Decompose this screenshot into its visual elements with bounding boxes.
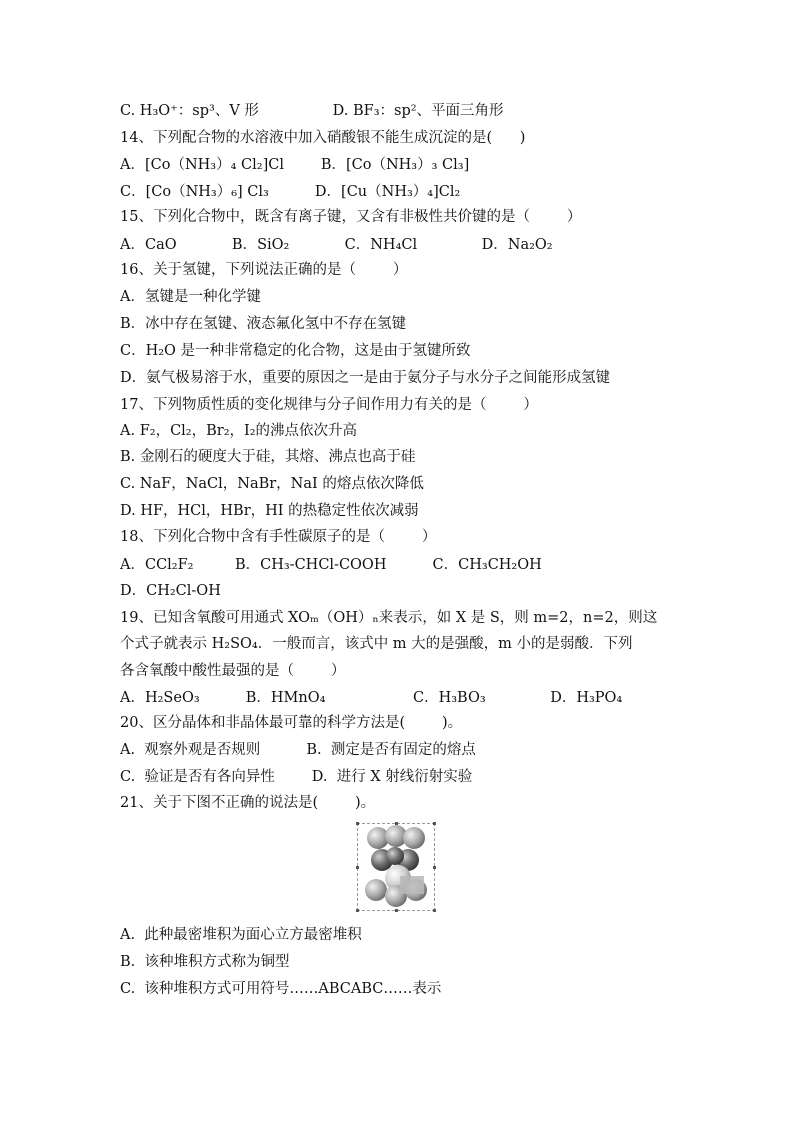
option-line: A．氢键是一种化学键 <box>120 289 261 305</box>
question-16: 16、关于氢键，下列说法正确的是（ ） <box>120 262 408 278</box>
question-19: 19、已知含氧酸可用通式 XOₘ（OH）ₙ来表示，如 X 是 S，则 m=2，n=2，则这 <box>120 610 658 626</box>
question-17: 17、下列物质性质的变化规律与分子间作用力有关的是（ ） <box>120 397 538 413</box>
option-line: C. 验证是否有各向异性 D. 进行 X 射线衍射实验 <box>120 769 473 785</box>
option-line: D．CH₂Cl-OH <box>120 583 221 599</box>
option-line: C．H₂O 是一种非常稳定的化合物，这是由于氢键所致 <box>120 343 471 359</box>
question-21: 21、关于下图不正确的说法是( )。 <box>120 795 376 811</box>
option-line: C. H₃O⁺：sp³、V 形 D. BF₃：sp²、平面三角形 <box>120 103 504 119</box>
question-20: 20、区分晶体和非晶体最可靠的科学方法是( )。 <box>120 715 463 731</box>
option-line: A．[Co（NH₃）₄ Cl₂]Cl B．[Co（NH₃）₃ Cl₃] <box>120 157 470 173</box>
question-19-cont: 各含氧酸中酸性最强的是（ ） <box>120 663 346 679</box>
option-line: A．CaO B．SiO₂ C．NH₄Cl D．Na₂O₂ <box>120 237 553 253</box>
option-line: C．[Co（NH₃）₆] Cl₃ D．[Cu（NH₃）₄]Cl₂ <box>120 184 461 200</box>
option-line: A. 观察外观是否规则 B. 测定是否有固定的熔点 <box>120 742 476 758</box>
option-line: D. HF，HCl，HBr，HI 的热稳定性依次减弱 <box>120 503 419 519</box>
option-line: B．冰中存在氢键、液态氟化氢中不存在氢键 <box>120 316 407 332</box>
option-line: A. F₂，Cl₂，Br₂，I₂的沸点依次升高 <box>120 423 358 439</box>
question-18: 18、下列化合物中含有手性碳原子的是（ ） <box>120 529 437 545</box>
question-14: 14、下列配合物的水溶液中加入硝酸银不能生成沉淀的是( ) <box>120 130 526 146</box>
option-line: B. 金刚石的硬度大于硅，其熔、沸点也高于硅 <box>120 449 416 465</box>
option-line: D．氨气极易溶于水，重要的原因之一是由于氨分子与水分子之间能形成氢键 <box>120 370 611 386</box>
question-19-cont: 个式子就表示 H₂SO₄．一般而言，该式中 m 大的是强酸，m 小的是弱酸．下列 <box>120 636 633 652</box>
sphere-packing-image <box>357 823 435 911</box>
question-15: 15、下列化合物中，既含有离子键，又含有非极性共价键的是（ ） <box>120 209 582 225</box>
option-line: C. 该种堆积方式可用符号……ABCABC……表示 <box>120 981 442 997</box>
option-line: A. 此种最密堆积为面心立方最密堆积 <box>120 927 362 943</box>
option-line: C. NaF，NaCl，NaBr，NaI 的熔点依次降低 <box>120 476 424 492</box>
option-line: A．H₂SeO₃ B．HMnO₄ C．H₃BO₃ D．H₃PO₄ <box>120 690 623 706</box>
option-line: A．CCl₂F₂ B．CH₃-CHCl-COOH C．CH₃CH₂OH <box>120 557 542 573</box>
option-line: B. 该种堆积方式称为铜型 <box>120 954 290 970</box>
